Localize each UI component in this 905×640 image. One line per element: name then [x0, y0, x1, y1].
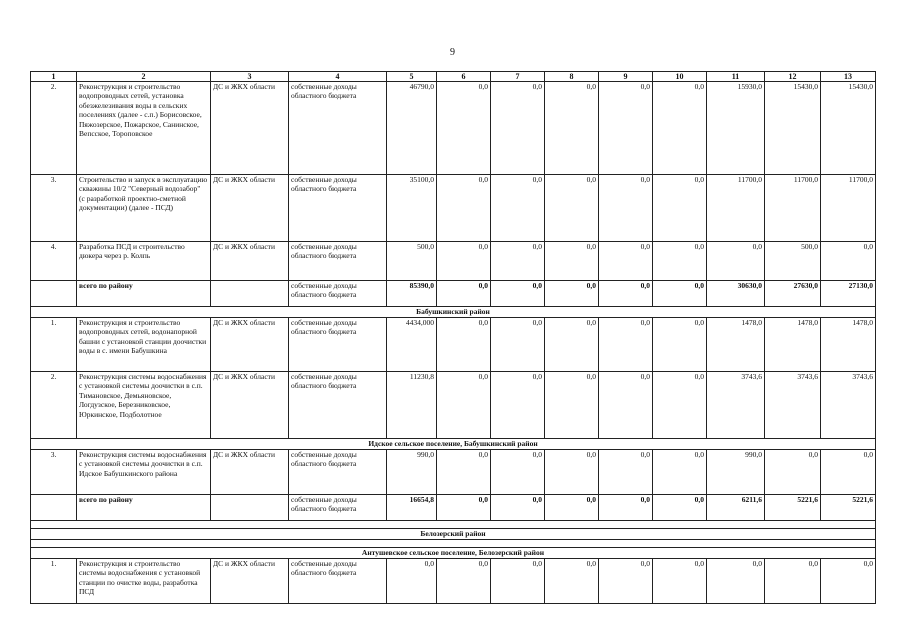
- project-row: [31, 450, 876, 495]
- amount-cell: 0,0: [491, 318, 545, 372]
- amount-cell: 0,0: [437, 495, 491, 521]
- amount-cell: 11230,8: [387, 372, 437, 439]
- row-index: 2.: [31, 372, 77, 439]
- funding-source: собственные доходы областного бюджета: [289, 242, 387, 281]
- funding-source: собственные доходы областного бюджета: [289, 559, 387, 604]
- amount-cell: 1478,0: [765, 318, 821, 372]
- amount-cell: 0,0: [653, 495, 707, 521]
- funding-source: собственные доходы областного бюджета: [289, 372, 387, 439]
- project-name: Реконструкция и строительство системы водоснабжения с установкой станции по очистке воды, разработка ПСД: [77, 559, 211, 604]
- amount-cell: 0,0: [437, 450, 491, 495]
- project-row: [31, 175, 876, 242]
- amount-cell: 0,0: [545, 495, 599, 521]
- amount-cell: 0,0: [599, 175, 653, 242]
- funding-source: собственные доходы областного бюджета: [289, 318, 387, 372]
- amount-cell: 0,0: [765, 450, 821, 495]
- amount-cell: 0,0: [545, 450, 599, 495]
- executor: [211, 281, 289, 307]
- amount-cell: 0,0: [653, 242, 707, 281]
- section-header-row: [31, 439, 876, 450]
- project-name: всего по району: [77, 281, 211, 307]
- spacer-cell: [31, 540, 876, 548]
- amount-cell: 0,0: [653, 372, 707, 439]
- amount-cell: 0,0: [653, 318, 707, 372]
- spacer-row: [31, 521, 876, 529]
- column-header: 10: [653, 72, 707, 82]
- section-header-row: [31, 548, 876, 559]
- table-body: [31, 72, 876, 604]
- section-title: Антушевское сельское поселение, Белозерский район: [31, 548, 876, 559]
- column-header: 6: [437, 72, 491, 82]
- funding-source: собственные доходы областного бюджета: [289, 82, 387, 175]
- column-number-header-row: [31, 72, 876, 82]
- amount-cell: 0,0: [491, 372, 545, 439]
- column-header: 1: [31, 72, 77, 82]
- section-header-row: [31, 529, 876, 540]
- amount-cell: 11700,0: [707, 175, 765, 242]
- amount-cell: 0,0: [599, 242, 653, 281]
- amount-cell: 0,0: [765, 559, 821, 604]
- amount-cell: 5221,6: [821, 495, 876, 521]
- amount-cell: 6211,6: [707, 495, 765, 521]
- amount-cell: 3743,6: [707, 372, 765, 439]
- amount-cell: 0,0: [437, 318, 491, 372]
- amount-cell: 0,0: [437, 372, 491, 439]
- amount-cell: 0,0: [545, 175, 599, 242]
- amount-cell: 0,0: [653, 450, 707, 495]
- section-header-row: [31, 307, 876, 318]
- amount-cell: 0,0: [599, 318, 653, 372]
- amount-cell: 15930,0: [707, 82, 765, 175]
- executor: ДС и ЖКХ области: [211, 318, 289, 372]
- amount-cell: 3743,6: [765, 372, 821, 439]
- amount-cell: 0,0: [491, 450, 545, 495]
- column-header: 11: [707, 72, 765, 82]
- amount-cell: 0,0: [653, 559, 707, 604]
- amount-cell: 0,0: [545, 242, 599, 281]
- funding-source: собственные доходы областного бюджета: [289, 450, 387, 495]
- amount-cell: 0,0: [599, 495, 653, 521]
- column-header: 5: [387, 72, 437, 82]
- amount-cell: 0,0: [653, 175, 707, 242]
- funding-source: собственные доходы областного бюджета: [289, 495, 387, 521]
- section-title: Бабушкинский район: [31, 307, 876, 318]
- amount-cell: 0,0: [821, 450, 876, 495]
- executor: ДС и ЖКХ области: [211, 242, 289, 281]
- project-row: [31, 82, 876, 175]
- amount-cell: 0,0: [545, 281, 599, 307]
- column-header: 2: [77, 72, 211, 82]
- amount-cell: 0,0: [707, 242, 765, 281]
- project-name: Разработка ПСД и строительство дюкера через р. Колпь: [77, 242, 211, 281]
- row-index: 3.: [31, 175, 77, 242]
- amount-cell: 11700,0: [821, 175, 876, 242]
- amount-cell: 990,0: [387, 450, 437, 495]
- amount-cell: 0,0: [491, 82, 545, 175]
- amount-cell: 0,0: [545, 318, 599, 372]
- column-header: 13: [821, 72, 876, 82]
- amount-cell: 0,0: [437, 242, 491, 281]
- amount-cell: 1478,0: [707, 318, 765, 372]
- amount-cell: 27630,0: [765, 281, 821, 307]
- district-total-row: [31, 281, 876, 307]
- project-row: [31, 559, 876, 604]
- row-index: 3.: [31, 450, 77, 495]
- funding-source: собственные доходы областного бюджета: [289, 175, 387, 242]
- amount-cell: 5221,6: [765, 495, 821, 521]
- amount-cell: 0,0: [491, 242, 545, 281]
- amount-cell: 500,0: [765, 242, 821, 281]
- column-header: 9: [599, 72, 653, 82]
- amount-cell: 0,0: [599, 372, 653, 439]
- column-header: 12: [765, 72, 821, 82]
- amount-cell: 0,0: [491, 281, 545, 307]
- project-name: всего по району: [77, 495, 211, 521]
- amount-cell: 0,0: [599, 82, 653, 175]
- amount-cell: 0,0: [437, 175, 491, 242]
- district-total-row: [31, 495, 876, 521]
- amount-cell: 0,0: [653, 281, 707, 307]
- amount-cell: 0,0: [599, 559, 653, 604]
- column-header: 7: [491, 72, 545, 82]
- amount-cell: 11700,0: [765, 175, 821, 242]
- row-index: 1.: [31, 559, 77, 604]
- amount-cell: 0,0: [821, 559, 876, 604]
- section-title: Идское сельское поселение, Бабушкинский район: [31, 439, 876, 450]
- amount-cell: 15430,0: [765, 82, 821, 175]
- section-title: Белозерский район: [31, 529, 876, 540]
- executor: ДС и ЖКХ области: [211, 559, 289, 604]
- spacer-row: [31, 540, 876, 548]
- amount-cell: 0,0: [599, 281, 653, 307]
- project-name: Реконструкция системы водоснабжения с установкой системы доочистки в с.п. Тимановское, Демьяновское, Логдузское, Березниковское, Юркинское, Подболотное: [77, 372, 211, 439]
- amount-cell: 30630,0: [707, 281, 765, 307]
- amount-cell: 0,0: [437, 281, 491, 307]
- amount-cell: 16654,8: [387, 495, 437, 521]
- amount-cell: 0,0: [599, 450, 653, 495]
- project-row: [31, 372, 876, 439]
- row-index: [31, 495, 77, 521]
- amount-cell: 990,0: [707, 450, 765, 495]
- row-index: 2.: [31, 82, 77, 175]
- column-header: 3: [211, 72, 289, 82]
- executor: [211, 495, 289, 521]
- amount-cell: 35100,0: [387, 175, 437, 242]
- amount-cell: 0,0: [545, 559, 599, 604]
- amount-cell: 0,0: [545, 372, 599, 439]
- executor: ДС и ЖКХ области: [211, 175, 289, 242]
- amount-cell: 0,0: [491, 495, 545, 521]
- project-name: Реконструкция системы водоснабжения с установкой системы доочистки в с.п. Идское Бабушкинского района: [77, 450, 211, 495]
- executor: ДС и ЖКХ области: [211, 372, 289, 439]
- amount-cell: 27130,0: [821, 281, 876, 307]
- amount-cell: 0,0: [707, 559, 765, 604]
- project-row: [31, 242, 876, 281]
- amount-cell: 0,0: [653, 82, 707, 175]
- project-row: [31, 318, 876, 372]
- amount-cell: 0,0: [437, 82, 491, 175]
- executor: ДС и ЖКХ области: [211, 450, 289, 495]
- amount-cell: 46790,0: [387, 82, 437, 175]
- project-name: Реконструкция и строительство водопроводных сетей, водонапорной башни с установкой станции доочистки воды в с. имени Бабушкина: [77, 318, 211, 372]
- amount-cell: 0,0: [387, 559, 437, 604]
- amount-cell: 0,0: [545, 82, 599, 175]
- amount-cell: 500,0: [387, 242, 437, 281]
- amount-cell: 3743,6: [821, 372, 876, 439]
- row-index: 4.: [31, 242, 77, 281]
- row-index: 1.: [31, 318, 77, 372]
- amount-cell: 1478,0: [821, 318, 876, 372]
- amount-cell: 0,0: [437, 559, 491, 604]
- funding-source: собственные доходы областного бюджета: [289, 281, 387, 307]
- amount-cell: 0,0: [821, 242, 876, 281]
- amount-cell: 15430,0: [821, 82, 876, 175]
- project-name: Реконструкция и строительство водопроводных сетей, установка обезжелезивания воды в сельских поселениях (далее - с.п.) Борисовское, Пяжозерское, Пожарское, Санинское, Вепсское, Тороповское: [77, 82, 211, 175]
- spacer-cell: [31, 521, 876, 529]
- amount-cell: 4434,000: [387, 318, 437, 372]
- project-name: Строительство и запуск в эксплуатацию скважины 10/2 "Северный водозабор" (с разработкой проектно-сметной документации) (далее - ПСД): [77, 175, 211, 242]
- amount-cell: 0,0: [491, 175, 545, 242]
- row-index: [31, 281, 77, 307]
- amount-cell: 85390,0: [387, 281, 437, 307]
- page-number: 9: [450, 47, 455, 58]
- column-header: 4: [289, 72, 387, 82]
- executor: ДС и ЖКХ области: [211, 82, 289, 175]
- column-header: 8: [545, 72, 599, 82]
- amount-cell: 0,0: [491, 559, 545, 604]
- budget-table: [30, 71, 876, 604]
